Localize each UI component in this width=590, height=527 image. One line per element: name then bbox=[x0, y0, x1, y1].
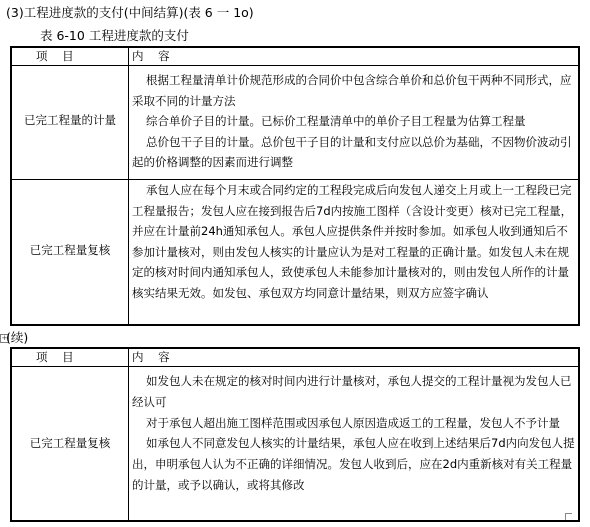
progress-payment-table-continued bbox=[10, 347, 580, 522]
table-caption: 表 6-10 工程进度款的支付 bbox=[40, 28, 189, 43]
header-item: 项 目 bbox=[36, 49, 74, 63]
header-content: 内 容 bbox=[132, 49, 170, 63]
row-label: 已完工程量复核 bbox=[29, 243, 111, 257]
content-paragraph: 综合单价子目的计量。已标价工程量清单中的单价子目工程量为估算工程量 bbox=[146, 114, 526, 129]
progress-payment-table bbox=[10, 46, 580, 326]
header-content: 内 容 bbox=[132, 350, 170, 364]
row-label: 已完工程量复核 bbox=[29, 436, 111, 450]
row-content bbox=[132, 70, 576, 173]
row-content bbox=[132, 371, 576, 496]
table-row bbox=[12, 180, 578, 325]
content-paragraph: 对于承包人超出施工图样范围或因承包人原因造成返工的工程量，发包人不予计量 bbox=[146, 415, 560, 430]
table-resize-handle[interactable] bbox=[565, 513, 572, 520]
header-item: 项 目 bbox=[36, 350, 74, 364]
table-row bbox=[12, 367, 578, 520]
section-heading: (3)工程进度款的支付(中间结算)(表 6 一 1o) bbox=[6, 5, 254, 20]
continued-label: (续) bbox=[6, 330, 29, 345]
content-paragraph: 根据工程量清单计价规范形成的合同价中包含综合单价和总价包干两种不同形式，应采取不同的计量方法 bbox=[132, 73, 572, 108]
content-paragraph: 承包人应在每个月末或合同约定的工程段完成后向发包人递交上月或上一工程段已完工程量报告；发包人应在接到报告后7d内按施工图样（含设计变更）核对已完工程量，并应在计量前24h通知承包人。承包人应提供条件并按时参加。如承包人收到通知后不参加计量核对，则由发包人核实的计量应认为是对工程量的正确计量。如发包人未在规定的核对时间内通知承包人，致使承包人未能参加计量核对的，则由发包人所作的计量核实结果无效。如发包、承包双方均同意计量结果，则双方应签字确认 bbox=[132, 183, 573, 300]
content-paragraph: 总价包干子目的计量。总价包干子目的计量和支付应以总价为基础，不因物价波动引起的价格调整的因素而进行调整 bbox=[132, 134, 572, 170]
row-content bbox=[132, 180, 576, 304]
content-paragraph: 如承包人不同意发包人核实的计量结果，承包人应在收到上述结果后7d内向发包人提出，申明承包人认为不正确的详细情况。发包人收到后，应在2d内重新核对有关工程量的计量，或予以确认，或将其修改 bbox=[132, 436, 575, 492]
table-anchor-icon[interactable]: + bbox=[1, 334, 8, 342]
table-row bbox=[12, 66, 578, 178]
content-paragraph: 如发包人未在规定的核对时间内进行计量核对，承包人提交的工程计量视为发包人已经认可 bbox=[132, 374, 572, 409]
row-label: 已完工程量的计量 bbox=[24, 113, 116, 127]
